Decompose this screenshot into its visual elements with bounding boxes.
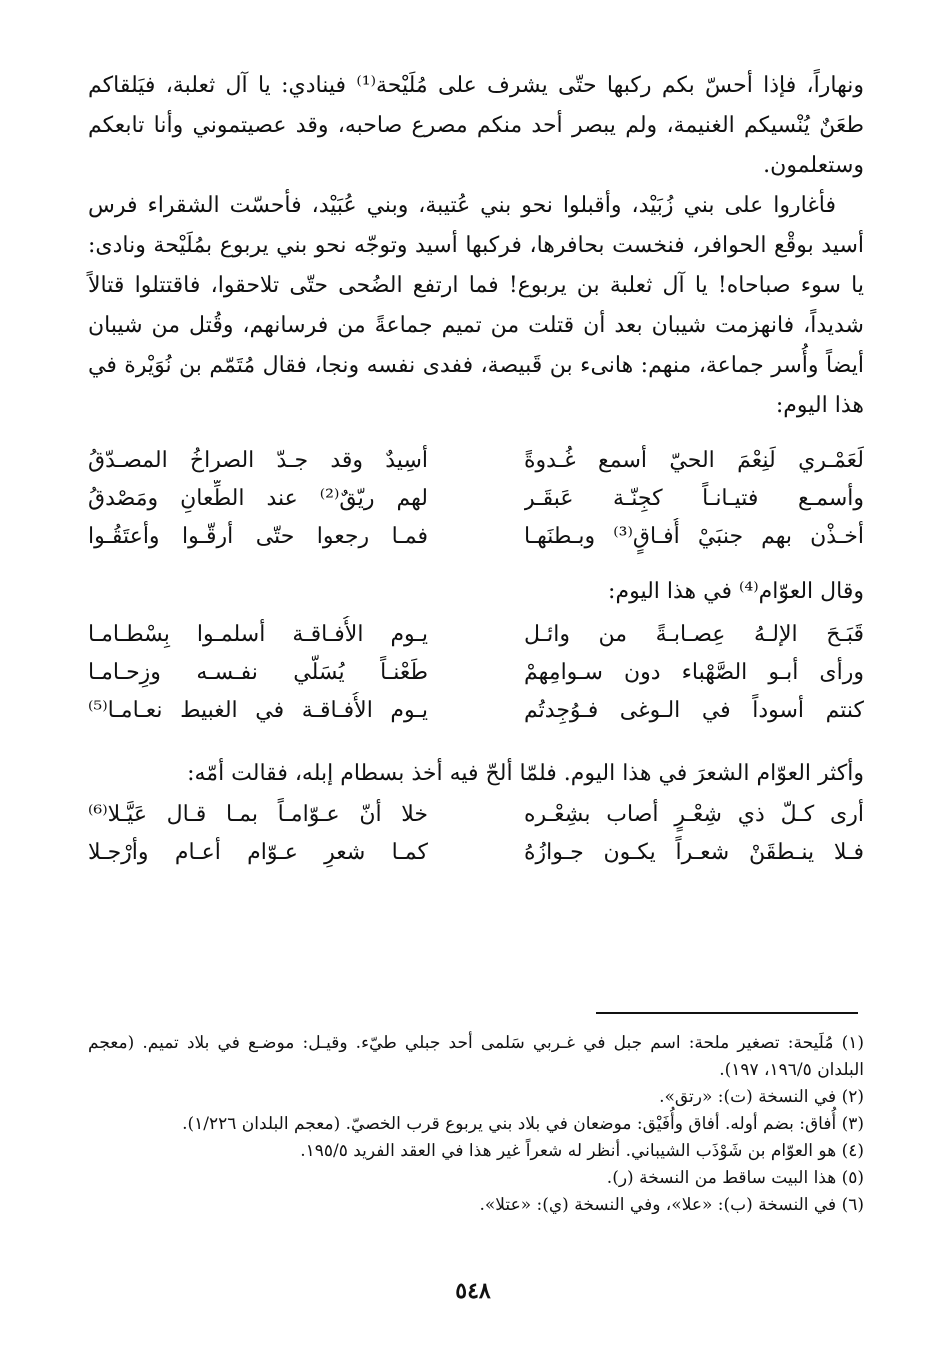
verse-first-hemistich: كنتم أسوداً في الـوغى فـوُجِدتُم — [524, 698, 864, 723]
poem-mother — [88, 796, 864, 872]
verse-second-hemistich: أسِيدٌ وقد جـدّ الصراخُ المصـدّقُ — [88, 448, 428, 473]
verse-first-hemistich: فـلا ينـطقَنْ شعـراً يكـون جـوازُهُ — [524, 840, 864, 865]
verse-second-hemistich: فمـا رجعوا حتّى أرقّـوا وأعتَقُـوا — [88, 524, 428, 549]
paragraph-awwam-intro: وقال العوّام⁽⁴⁾ في هذا اليوم: — [608, 579, 864, 604]
verse-first-hemistich: أرى كـلّ ذي شِعْـرٍ أصاب بشِعْـره — [524, 802, 864, 827]
verse-line — [88, 834, 864, 872]
footnote-separator — [596, 1012, 858, 1014]
footnote-5: (٥) هذا البيت ساقط من النسخة (ر). — [606, 1168, 864, 1188]
footnote-4: (٤) هو العوّام بن شَوْذَب الشيباني. أنظر له شعراً غير هذا في العقد الفريد ١٩٥/٥. — [300, 1141, 864, 1161]
paragraph-battle: فأغاروا على بني زُبَيْد، وأقبلوا نحو بني عُتيبة، وبني عُبَيْد، فأحسّت الشقراء فرس أسيد بوقْع الحوافر، فنخست بحافرها، فركبها أسيد وتوجّه نحو بني يربوع بمُلَيْحة ونادى: يا سوء صباحاه! يا آل ثعلبة بن يربوع! فما ارتفع الضُحى حتّى تلاحقوا، فاقتتلوا قتالاً شديداً، فانهزمت شيبان بعد أن قتلت من تميم جماعةً من فرسانهم، وقُتل من شيبان أيضاً وأُسر جماعة، منهم: هانىء بن قَبيصة، ففدى نفسه ونجا، فقال مُتَمّم بن نُوَيْرة في هذا اليوم: — [88, 193, 864, 418]
verse-line — [88, 518, 864, 556]
paragraph-mother: وأكثر العوّام الشعرَ في هذا اليوم. فلمّا ألحّ فيه أخذ بسطام إبله، فقالت أمّه: — [187, 761, 864, 786]
footnotes — [88, 1030, 864, 1219]
paragraph-intro: ونهاراً، فإذا أحسّ بكم ركبها حتّى يشرف على مُلَيْحة⁽¹⁾ فينادي: يا آل ثعلبة، فيَلقاكم طعَنٌ يُنْسيكم الغنيمة، ولم يبصر أحد منكم مصرع صاحبه، وقد عصيتموني وأنا تابعكم وستعلمون. — [88, 73, 864, 178]
poem-awwam — [88, 616, 864, 730]
verse-first-hemistich: وأسمـع فتيـانـاً كجِنّـة عَبقَـر — [524, 486, 864, 511]
verse-line — [88, 796, 864, 834]
footnote-2: (٢) في النسخة (ت): «رتق». — [659, 1087, 864, 1107]
verse-line — [88, 692, 864, 730]
verse-second-hemistich: لهم ريّقٌ⁽²⁾ عند الطِّعانِ ومَصْدقُ — [88, 486, 428, 511]
verse-first-hemistich: لَعَمْـري لَنِعْمَ الحيّ أسمع غُـدوةً — [524, 448, 864, 473]
verse-first-hemistich: قَبَـحَ الإلـهُ عِصـابـةً من وائـل — [524, 622, 864, 647]
verse-line — [88, 480, 864, 518]
verse-second-hemistich: طَعْنـاً يُسَلّي نفـسـه وزِحـامـا — [88, 660, 428, 685]
footnote-3: (٣) أُفاق: بضم أوله. أفاق وأُفَيْق: موضعان في بلاد بني يربوع قرب الخصيّ. (معجم البلدان ١/٢٢٦). — [182, 1114, 864, 1134]
page-number: ٥٤٨ — [455, 1278, 491, 1304]
verse-line — [88, 654, 864, 692]
poem-mutammim — [88, 442, 864, 556]
footnote-1: (١) مُلَيحة: تصغير ملحة: اسم جبل في غـربي سَلمى أحد جبلي طيّء. وقيـل: موضـع في بلاد تميم. (معجم البلدان ١٩٦/٥، ١٩٧). — [88, 1033, 864, 1080]
verse-line — [88, 442, 864, 480]
verse-second-hemistich: يـوم الأُفـاقـة في الغبيط نعـامـا⁽⁵⁾ — [88, 698, 428, 723]
verse-second-hemistich: يـوم الأُفـاقـة أسلمـوا بِسْطـامـا — [88, 622, 428, 647]
verse-first-hemistich: أخـذْن بهم جنبَيْ أُفـاقٍ⁽³⁾ وبـطنَهـا — [524, 524, 864, 549]
verse-first-hemistich: ورأى أبـو الصَّهْباء دون سـوامِهمْ — [524, 660, 864, 685]
verse-line — [88, 616, 864, 654]
footnote-6: (٦) في النسخة (ب): «علا»، وفي النسخة (ي): «عتلا». — [479, 1195, 864, 1215]
verse-second-hemistich: خلا أنّ عـوّامـاً بمـا قـال عَيَّـلا⁽⁶⁾ — [88, 802, 428, 827]
verse-second-hemistich: كمـا شعرِ عـوّام أعـام وأرْجـلا — [88, 840, 428, 865]
